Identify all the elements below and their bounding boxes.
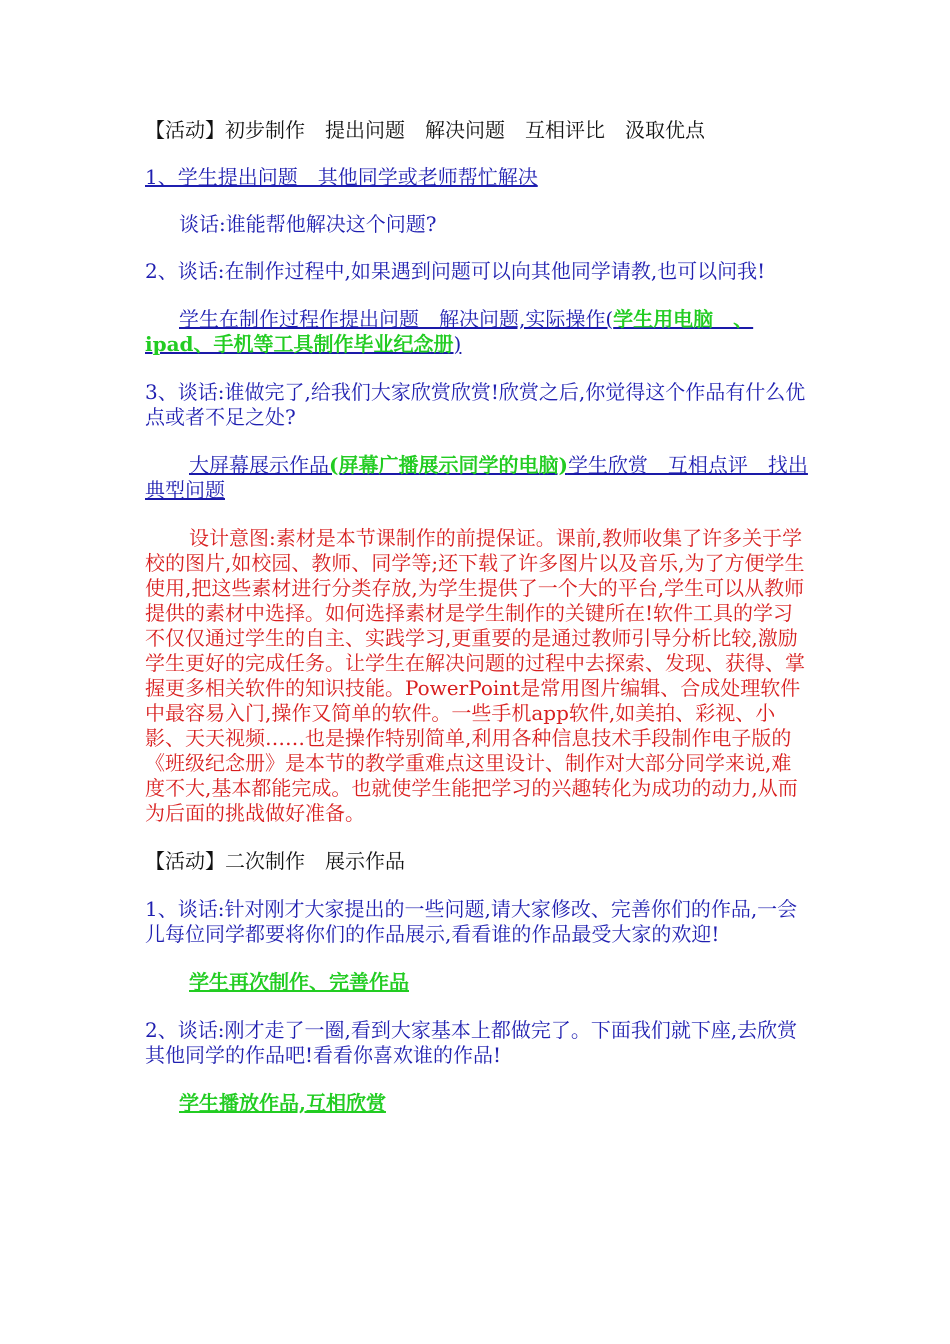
display-text-2: 学生欣赏 互相点评 找出典型问题 xyxy=(145,453,808,502)
display-text-1: 大屏幕展示作品 xyxy=(189,453,329,477)
section2-heading: 【活动】二次制作 展示作品 xyxy=(145,849,405,873)
section2-item2: 2、谈话:刚才走了一圈,看到大家基本上都做完了。下面我们就下座,去欣赏其他同学的作品吧!看看你喜欢谁的作品! xyxy=(145,1018,798,1067)
section1-item1: 1、学生提出问题 其他同学或老师帮忙解决 xyxy=(145,165,538,189)
display-highlight: (屏幕广播展示同学的电脑) xyxy=(329,453,568,477)
section2-action2: 学生播放作品,互相欣赏 xyxy=(179,1091,386,1115)
design-intent: 设计意图:素材是本节课制作的前提保证。课前,教师收集了许多关于学校的图片,如校园、教师、同学等;还下载了许多图片以及音乐,为了方便学生使用,把这些素材进行分类存放,为学生提供了一个大的平台,学生可以从教师提供的素材中选择。如何选择素材是学生制作的关键所在!软件工具的学习不仅仅通过学生的自主、实践学习,更重要的是通过教师引导分析比较,激励学生更好的完成任务。让学生在解决问题的过程中去探索、发现、获得、掌握更多相关软件的知识技能。PowerPoint是常用图片编辑、合成处理软件中最容易入门,操作又简单的软件。一些手机app软件,如美拍、彩视、小影、天天视频……也是操作特别简单,利用各种信息技术手段制作电子版的《班级纪念册》是本节的教学重难点这里设计、制作对大部分同学来说,难度不大,基本都能完成。也就使学生能把学习的兴趣转化为成功的动力,从而为后面的挑战做好准备。 xyxy=(145,526,805,825)
section1-display xyxy=(145,453,810,503)
section2-item1: 1、谈话:针对刚才大家提出的一些问题,请大家修改、完善你们的作品,一会儿每位同学都要将你们的作品展示,看看谁的作品最受大家的欢迎! xyxy=(145,897,798,946)
section1-talk1: 谈话:谁能帮他解决这个问题? xyxy=(179,212,437,236)
section1-practice xyxy=(145,307,810,357)
section1-item3: 3、谈话:谁做完了,给我们大家欣赏欣赏!欣赏之后,你觉得这个作品有什么优点或者不足之处? xyxy=(145,380,806,429)
section1-item2: 2、谈话:在制作过程中,如果遇到问题可以向其他同学请教,也可以问我! xyxy=(145,259,766,283)
practice-close: ) xyxy=(453,332,462,356)
practice-tools-highlight: 学生用电脑 、ipad、手机等工具制作毕业纪念册 xyxy=(145,307,754,356)
document-page xyxy=(145,118,810,1116)
section2-action1: 学生再次制作、完善作品 xyxy=(189,970,409,994)
practice-text: 学生在制作过程作提出问题 解决问题,实际操作( xyxy=(179,307,614,331)
section1-heading: 【活动】初步制作 提出问题 解决问题 互相评比 汲取优点 xyxy=(145,118,705,142)
